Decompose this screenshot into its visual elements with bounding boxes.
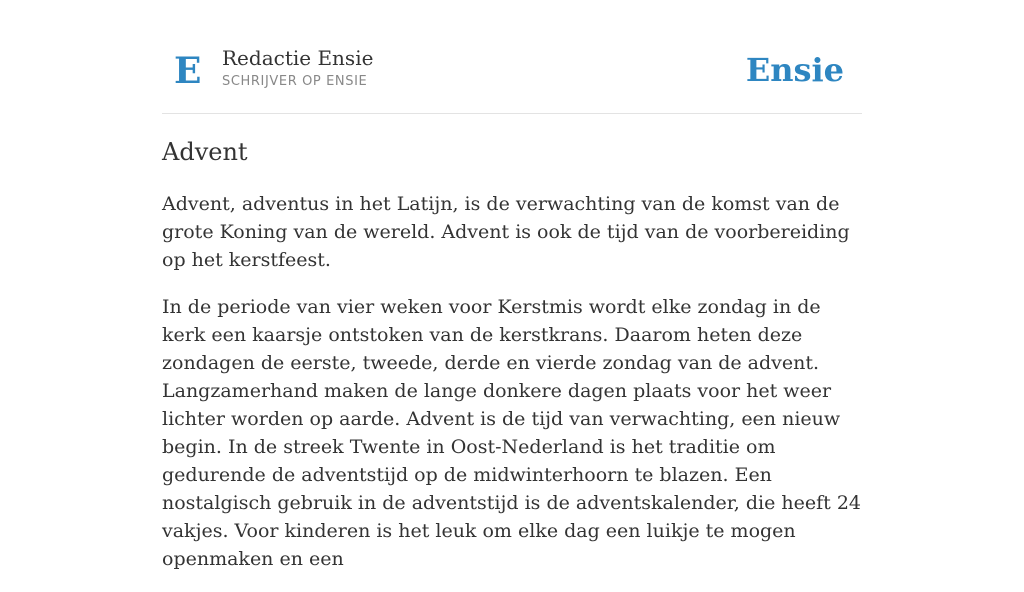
article-title: Advent <box>162 138 248 166</box>
author-logo[interactable]: E <box>174 50 202 92</box>
article-paragraph: Advent, adventus in het Latijn, is de verwachting van de komst van de grote Koning van de wereld. Advent is ook de tijd van de voorbereiding op het kerstfeest. <box>162 193 850 271</box>
article-body <box>162 190 862 592</box>
article-paragraph: In de periode van vier weken voor Kerstmis wordt elke zondag in de kerk een kaarsje ontstoken van de kerstkrans. Daarom heten deze zondagen de eerste, tweede, derde en vierde zondag van de advent. Langzamerhand maken de lange donkere dagen plaats voor het weer lichter worden op aarde. Advent is de tijd van verwachting, een nieuw begin. In de streek Twente in Oost-Nederland is het traditie om gedurende de adventstijd op de midwinterhoorn te blazen. Een nostalgisch gebruik in de adventstijd is de adventskalender, die heeft 24 vakjes. Voor kinderen is het leuk om elke dag een luikje te mogen openmaken en een <box>162 296 862 570</box>
author-role: SCHRIJVER OP ENSIE <box>222 74 368 89</box>
site-logo[interactable]: Ensie <box>745 51 844 89</box>
article-header <box>162 40 862 114</box>
author-name[interactable]: Redactie Ensie <box>222 46 374 70</box>
